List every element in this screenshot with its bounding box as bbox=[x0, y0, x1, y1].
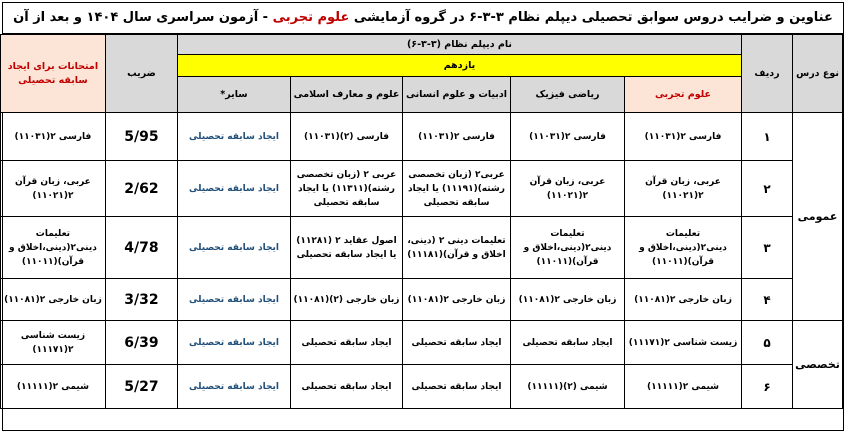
title-suffix: - آزمون سراسری سال ۱۴۰۴ و بعد از آن bbox=[13, 10, 273, 25]
exam-cell: تعلیمات دینی۲(دینی،اخلاق و قرآن)(۱۱۰۱۱) bbox=[0, 217, 105, 279]
coefficient: 6/39 bbox=[105, 321, 177, 365]
exams-header: امتحانات برای ایجاد سابقه تحصیلی bbox=[0, 35, 105, 113]
exam-cell: شیمی ۲(۱۱۱۱۱) bbox=[0, 365, 105, 409]
exam-cell: زیست شناسی ۲(۱۱۱۷۱) bbox=[0, 321, 105, 365]
cell-other: ایجاد سابقه تحصیلی bbox=[177, 113, 290, 161]
row-number: ۴ bbox=[742, 279, 793, 321]
coefficient: 4/78 bbox=[105, 217, 177, 279]
title-prefix: عناوین و ضرایب دروس سوابق تحصیلی دیپلم نظام ۳-۳-۶ در گروه آزمایشی bbox=[349, 10, 833, 25]
coef-header: ضریب bbox=[105, 35, 177, 113]
cell-humanities: تعلیمات دینی ۲ (دینی، اخلاق و قرآن)(۱۱۱۸۱) bbox=[403, 217, 511, 279]
cell-other: ایجاد سابقه تحصیلی bbox=[177, 279, 290, 321]
table-row bbox=[0, 217, 842, 279]
cell-math-physics: شیمی (۲)(۱۱۱۱۱) bbox=[511, 365, 625, 409]
row-number: ۳ bbox=[742, 217, 793, 279]
cell-humanities: ایجاد سابقه تحصیلی bbox=[403, 321, 511, 365]
cell-math-physics: فارسی ۲(۱۱۰۳۱) bbox=[511, 113, 625, 161]
cell-experimental: تعلیمات دینی۲(دینی،اخلاق و قرآن)(۱۱۰۱۱) bbox=[625, 217, 742, 279]
table-row bbox=[0, 161, 842, 217]
exam-cell: زبان خارجی ۲(۱۱۰۸۱) bbox=[0, 279, 105, 321]
page-title bbox=[3, 3, 843, 34]
category-general: عمومی bbox=[793, 113, 843, 321]
row-number: ۱ bbox=[742, 113, 793, 161]
row-header: ردیف bbox=[742, 35, 793, 113]
cell-math-physics: ایجاد سابقه تحصیلی bbox=[511, 321, 625, 365]
row-number: ۲ bbox=[742, 161, 793, 217]
exam-cell: فارسی ۲(۱۱۰۳۱) bbox=[0, 113, 105, 161]
cell-math-physics: تعلیمات دینی۲(دینی،اخلاق و قرآن)(۱۱۰۱۱) bbox=[511, 217, 625, 279]
cell-experimental: زیست شناسی ۲(۱۱۱۷۱) bbox=[625, 321, 742, 365]
title-group: علوم تجربی bbox=[272, 10, 350, 25]
cell-math-physics: زبان خارجی ۲(۱۱۰۸۱) bbox=[511, 279, 625, 321]
cell-humanities: فارسی ۲(۱۱۰۳۱) bbox=[403, 113, 511, 161]
cell-experimental: فارسی ۲(۱۱۰۳۱) bbox=[625, 113, 742, 161]
cell-humanities: زبان خارجی ۲(۱۱۰۸۱) bbox=[403, 279, 511, 321]
field-header-islamic: علوم و معارف اسلامی bbox=[291, 77, 403, 113]
category-specialized: تخصصی bbox=[793, 321, 843, 409]
table-row bbox=[0, 365, 842, 409]
field-header-humanities: ادبیات و علوم انسانی bbox=[403, 77, 511, 113]
coefficient: 3/32 bbox=[105, 279, 177, 321]
field-header-other: سایر* bbox=[177, 77, 290, 113]
cell-experimental: شیمی ۲(۱۱۱۱۱) bbox=[625, 365, 742, 409]
row-number: ۶ bbox=[742, 365, 793, 409]
coefficient: 2/62 bbox=[105, 161, 177, 217]
cell-math-physics: عربی، زبان قرآن ۲(۱۱۰۲۱) bbox=[511, 161, 625, 217]
cell-islamic: ایجاد سابقه تحصیلی bbox=[291, 321, 403, 365]
coefficient: 5/27 bbox=[105, 365, 177, 409]
cell-humanities: عربی۲ (زبان تخصصی رشته)(۱۱۱۹۱) یا ایجاد سابقه تحصیلی bbox=[403, 161, 511, 217]
table-row bbox=[0, 113, 842, 161]
document-frame bbox=[2, 2, 844, 431]
cell-experimental: عربی، زبان قرآن ۲(۱۱۰۲۱) bbox=[625, 161, 742, 217]
row-number: ۵ bbox=[742, 321, 793, 365]
cell-islamic: ایجاد سابقه تحصیلی bbox=[291, 365, 403, 409]
grade-header: یازدهم bbox=[177, 55, 741, 77]
table-row bbox=[0, 279, 842, 321]
cell-other: ایجاد سابقه تحصیلی bbox=[177, 321, 290, 365]
table-row bbox=[0, 321, 842, 365]
exam-cell: عربی، زبان قرآن ۲(۱۱۰۲۱) bbox=[0, 161, 105, 217]
field-header-experimental: علوم تجربی bbox=[625, 77, 742, 113]
diploma-header: نام دیپلم نظام (۳-۳-۶) bbox=[177, 35, 741, 55]
coefficients-table bbox=[0, 34, 843, 409]
type-header: نوع درس bbox=[793, 35, 843, 113]
cell-experimental: زبان خارجی ۲(۱۱۰۸۱) bbox=[625, 279, 742, 321]
field-header-math-physics: ریاضی فیزیک bbox=[511, 77, 625, 113]
cell-islamic: زبان خارجی (۲)(۱۱۰۸۱) bbox=[291, 279, 403, 321]
cell-other: ایجاد سابقه تحصیلی bbox=[177, 217, 290, 279]
cell-humanities: ایجاد سابقه تحصیلی bbox=[403, 365, 511, 409]
cell-islamic: فارسی (۲)(۱۱۰۳۱) bbox=[291, 113, 403, 161]
cell-islamic: عربی ۲ (زبان تخصصی رشته)(۱۱۳۱۱) یا ایجاد سابقه تحصیلی bbox=[291, 161, 403, 217]
cell-other: ایجاد سابقه تحصیلی bbox=[177, 365, 290, 409]
cell-other: ایجاد سابقه تحصیلی bbox=[177, 161, 290, 217]
cell-islamic: اصول عقاید ۲ (۱۱۲۸۱) یا ایجاد سابقه تحصیلی bbox=[291, 217, 403, 279]
coefficient: 5/95 bbox=[105, 113, 177, 161]
